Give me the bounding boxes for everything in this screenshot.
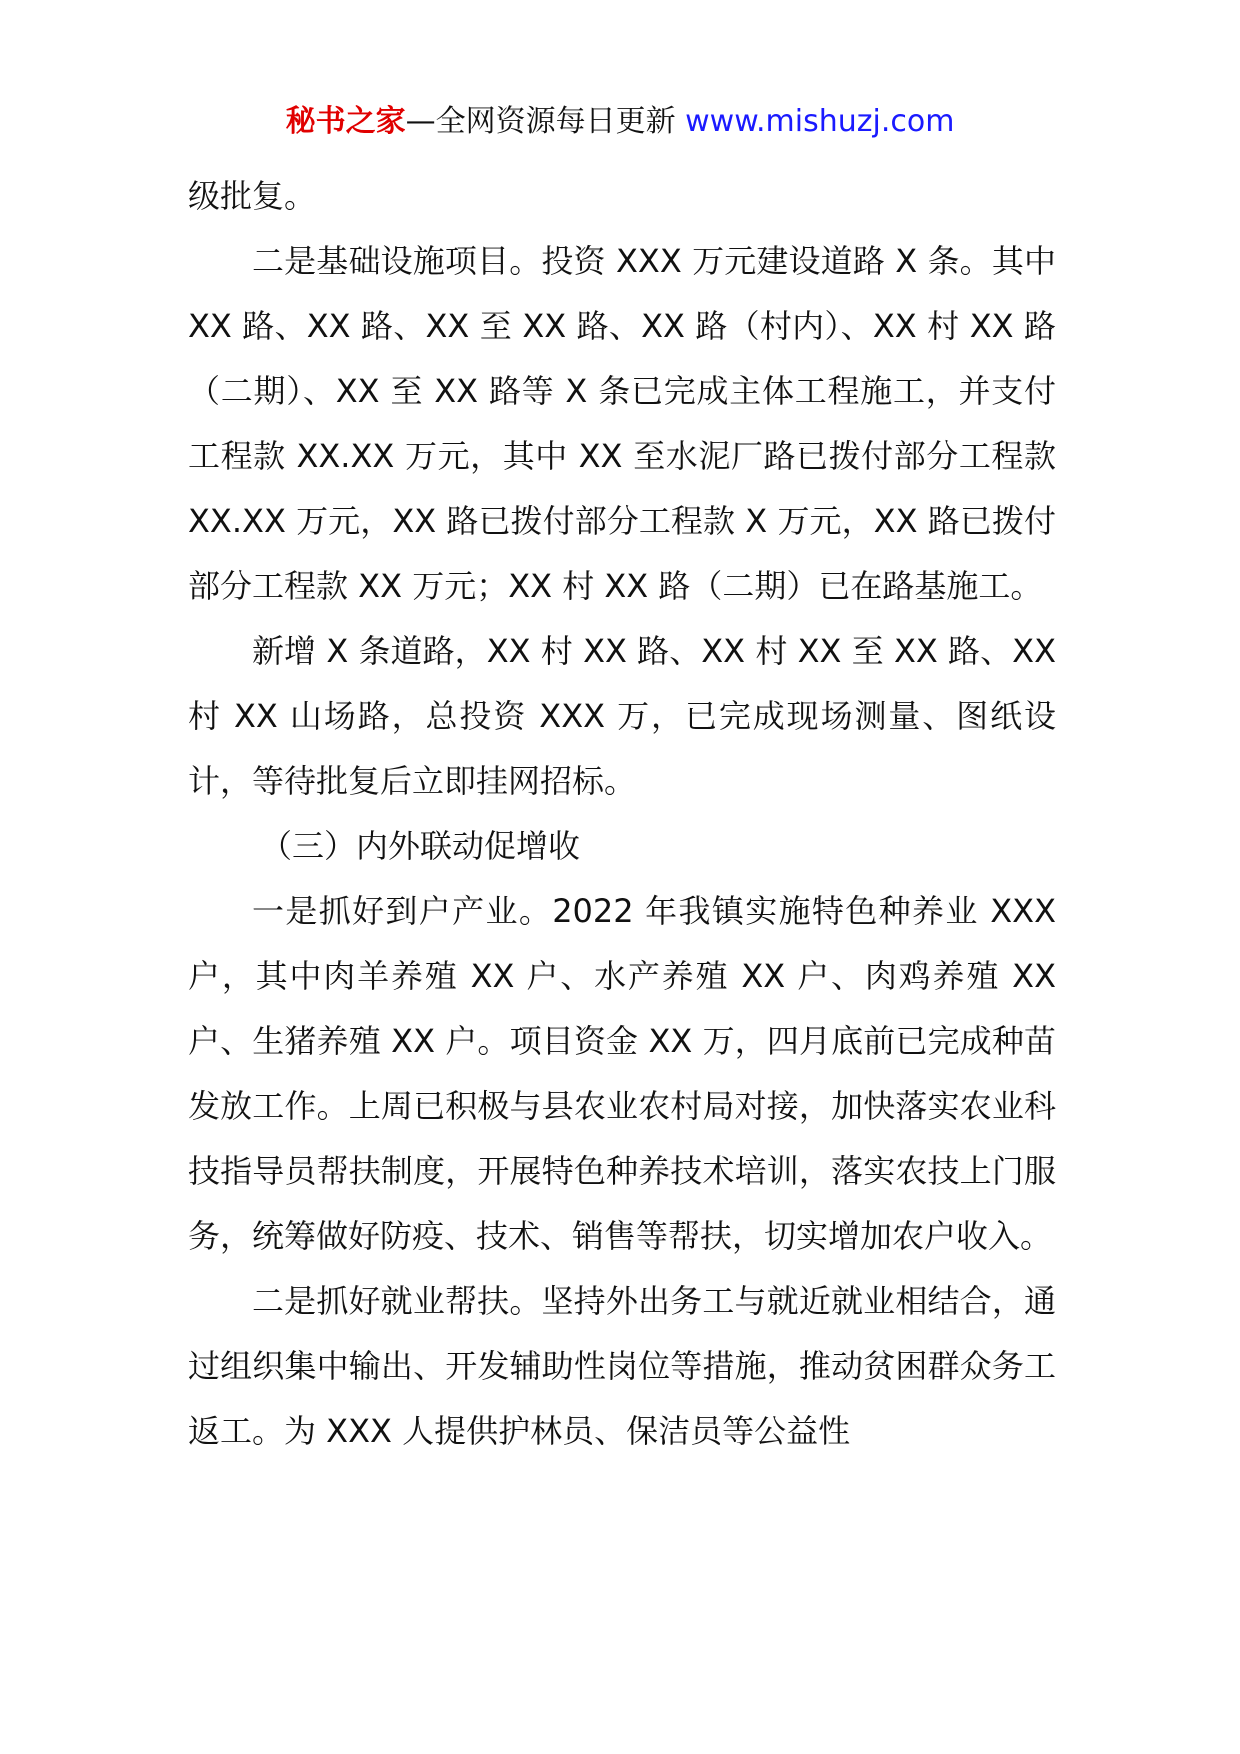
site-header [0,100,1240,144]
paragraph-household-industry: 一是抓好到户产业。2022 年我镇实施特色种养业 XXX 户，其中肉羊养殖 XX 户、水产养殖 XX 户、肉鸡养殖 XX 户、生猪养殖 XX 户。项目资金 XX 万，四月底前已完成种苗发放工作。上周已积极与县农业农村局对接，加快落实农业科技指导员帮扶制度，开展特色种养技术培训，落实农技上门服务，统筹做好防疫、技术、销售等帮扶，切实增加农户收入。 [188,892,1056,1255]
site-brand: 秘书之家 [285,104,406,139]
paragraph-employment: 二是抓好就业帮扶。坚持外出务工与就近就业相结合，通过组织集中输出、开发辅助性岗位等措施，推动贫困群众务工返工。为 XXX 人提供护林员、保洁员等公益性 [188,1282,1056,1450]
site-slogan: —全网资源每日更新 [405,104,676,139]
site-url-link[interactable]: www.mishuzj.com [685,104,955,139]
document-body [188,164,1056,1464]
paragraph-infrastructure: 二是基础设施项目。投资 XXX 万元建设道路 X 条。其中 XX 路、XX 路、XX 至 XX 路、XX 路（村内）、XX 村 XX 路（二期）、XX 至 XX 路等 X 条已完成主体工程施工，并支付工程款 XX.XX 万元，其中 XX 至水泥厂路已拨付部分工程款 XX.XX 万元，XX 路已拨付部分工程款 X 万元，XX 路已拨付部分工程款 XX 万元；XX 村 XX 路（二期）已在路基施工。 [188,242,1056,605]
section-heading: （三）内外联动促增收 [260,827,581,865]
paragraph-new-roads: 新增 X 条道路，XX 村 XX 路、XX 村 XX 至 XX 路、XX 村 XX 山场路，总投资 XXX 万，已完成现场测量、图纸设计，等待批复后立即挂网招标。 [188,632,1056,800]
paragraph-continuation: 级批复。 [188,177,317,215]
